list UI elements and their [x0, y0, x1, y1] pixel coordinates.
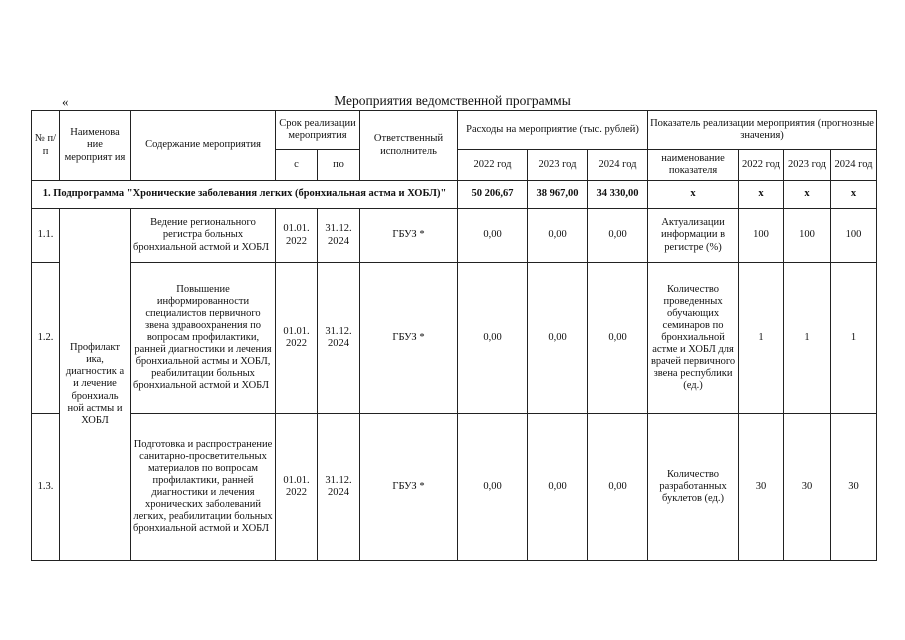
- row-expense-2024: 0,00: [588, 209, 648, 263]
- row-expense-2024: 0,00: [588, 414, 648, 561]
- row-indicator-2023: 1: [784, 263, 831, 414]
- row-expense-2022: 0,00: [458, 414, 528, 561]
- row-indicator-name: Количество разработанных буклетов (ед.): [648, 414, 739, 561]
- header-row-1: [32, 111, 877, 150]
- row-content: Ведение регионального регистра больных бронхиальной астмой и ХОБЛ: [131, 209, 276, 263]
- subprogram-indicator-2023: х: [784, 181, 831, 209]
- row-num: 1.3.: [32, 414, 60, 561]
- row-indicator-2024: 1: [831, 263, 877, 414]
- subprogram-title: 1. Подпрограмма "Хронические заболевания легких (бронхиальная астма и ХОБЛ)": [32, 181, 458, 209]
- row-executor: ГБУЗ *: [360, 209, 458, 263]
- subprogram-expense-2022: 50 206,67: [458, 181, 528, 209]
- table-row: [32, 414, 877, 561]
- col-header-expense-2024: 2024 год: [588, 150, 648, 181]
- table-row: [32, 263, 877, 414]
- col-header-period: Срок реализации мероприятия: [276, 111, 360, 150]
- col-header-expenses: Расходы на мероприятие (тыс. рублей): [458, 111, 648, 150]
- row-date-to: 31.12. 2024: [318, 414, 360, 561]
- row-indicator-2022: 30: [739, 414, 784, 561]
- row-date-from: 01.01. 2022: [276, 263, 318, 414]
- col-header-period-from: с: [276, 150, 318, 181]
- row-indicator-name: Актуализации информации в регистре (%): [648, 209, 739, 263]
- row-date-to: 31.12. 2024: [318, 263, 360, 414]
- col-header-indicator-2022: 2022 год: [739, 150, 784, 181]
- subprogram-row: [32, 181, 877, 209]
- row-date-from: 01.01. 2022: [276, 414, 318, 561]
- row-num: 1.2.: [32, 263, 60, 414]
- col-header-content: Содержание мероприятия: [131, 111, 276, 181]
- row-expense-2022: 0,00: [458, 263, 528, 414]
- subprogram-indicator-name: х: [648, 181, 739, 209]
- col-header-expense-2023: 2023 год: [528, 150, 588, 181]
- subprogram-expense-2024: 34 330,00: [588, 181, 648, 209]
- program-activities-table: [31, 110, 877, 561]
- row-expense-2023: 0,00: [528, 263, 588, 414]
- subprogram-indicator-2022: х: [739, 181, 784, 209]
- row-num: 1.1.: [32, 209, 60, 263]
- row-date-from: 01.01. 2022: [276, 209, 318, 263]
- row-indicator-2023: 30: [784, 414, 831, 561]
- subprogram-indicator-2024: х: [831, 181, 877, 209]
- row-indicator-2022: 1: [739, 263, 784, 414]
- row-expense-2022: 0,00: [458, 209, 528, 263]
- row-content: Подготовка и распространение санитарно-просветительных материалов по вопросам профилактики, ранней диагностики и лечения хронических заболеваний легких, реабилитации больных бронхиальной астмой и ХОБЛ: [131, 414, 276, 561]
- col-header-indicator-name: наименование показателя: [648, 150, 739, 181]
- row-indicator-2022: 100: [739, 209, 784, 263]
- row-date-to: 31.12. 2024: [318, 209, 360, 263]
- col-header-executor: Ответственный исполнитель: [360, 111, 458, 181]
- row-executor: ГБУЗ *: [360, 263, 458, 414]
- row-indicator-2023: 100: [784, 209, 831, 263]
- col-header-indicator: Показатель реализации мероприятия (прогнозные значения): [648, 111, 877, 150]
- row-executor: ГБУЗ *: [360, 414, 458, 561]
- col-header-period-to: по: [318, 150, 360, 181]
- activity-name: Профилакт ика, диагностик а и лечение бронхиаль ной астмы и ХОБЛ: [60, 209, 131, 561]
- row-indicator-2024: 30: [831, 414, 877, 561]
- col-header-expense-2022: 2022 год: [458, 150, 528, 181]
- opening-quote-mark: «: [62, 94, 69, 109]
- col-header-indicator-2023: 2023 год: [784, 150, 831, 181]
- row-indicator-name: Количество проведенных обучающих семинаров по бронхиальной астме и ХОБЛ для врачей первичного звена республики (ед.): [648, 263, 739, 414]
- row-expense-2023: 0,00: [528, 209, 588, 263]
- row-indicator-2024: 100: [831, 209, 877, 263]
- row-expense-2023: 0,00: [528, 414, 588, 561]
- subprogram-expense-2023: 38 967,00: [528, 181, 588, 209]
- row-expense-2024: 0,00: [588, 263, 648, 414]
- table-row: [32, 209, 877, 263]
- col-header-name: Наименова ние мероприят ия: [60, 111, 131, 181]
- row-content: Повышение информированности специалистов первичного звена здравоохранения по вопросам профилактики, ранней диагностики и лечения бронхиальной астмы и ХОБЛ, реабилитации больных бронхиальной астмой и ХОБЛ: [131, 263, 276, 414]
- col-header-indicator-2024: 2024 год: [831, 150, 877, 181]
- page-title: Мероприятия ведомственной программы: [334, 93, 571, 108]
- col-header-num: № п/п: [32, 111, 60, 181]
